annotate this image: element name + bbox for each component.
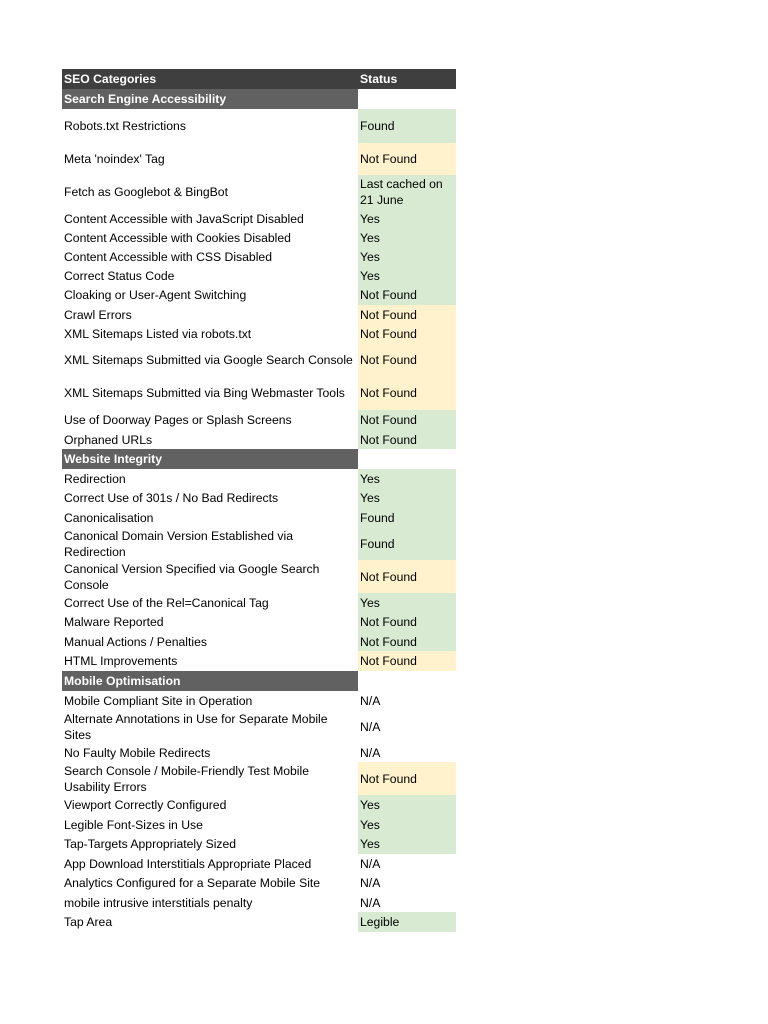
row-status: Yes [358, 815, 456, 834]
row-status: N/A [358, 854, 456, 873]
table-row [62, 376, 456, 410]
row-status: N/A [358, 743, 456, 762]
row-category: XML Sitemaps Submitted via Google Search Console [64, 353, 353, 367]
row-category: Manual Actions / Penalties [64, 634, 207, 649]
row-category: Correct Status Code [64, 268, 175, 283]
row-category: Content Accessible with JavaScript Disabled [64, 211, 304, 226]
row-category: Correct Use of the Rel=Canonical Tag [64, 595, 269, 610]
table-row [62, 651, 456, 671]
table-row [62, 743, 456, 762]
row-status: Not Found [358, 344, 456, 376]
table-row [62, 873, 456, 893]
table-row [62, 228, 456, 247]
row-status: N/A [358, 691, 456, 710]
table-row [62, 815, 456, 834]
row-status: Legible [358, 912, 456, 932]
row-status: Found [358, 508, 456, 527]
table-row [62, 109, 456, 143]
section-title: Website Integrity [62, 449, 358, 469]
table-row [62, 710, 456, 743]
table-row [62, 612, 456, 632]
table-row [62, 508, 456, 527]
row-status: Not Found [358, 612, 456, 632]
row-status: N/A [358, 893, 456, 912]
row-category: Correct Use of 301s / No Bad Redirects [64, 491, 279, 505]
row-category: Canonical Domain Version Established via Redirection [64, 528, 293, 559]
table-row [62, 344, 456, 376]
table-row [62, 324, 456, 344]
row-status: Not Found [358, 285, 456, 305]
table-row [62, 410, 456, 430]
table-row [62, 247, 456, 266]
section-title: Mobile Optimisation [62, 671, 358, 691]
table-row [62, 795, 456, 815]
row-category: Orphaned URLs [64, 432, 153, 447]
row-category: Tap-Targets Appropriately Sized [64, 837, 237, 851]
row-category: XML Sitemaps Listed via robots.txt [64, 327, 252, 341]
row-status: Not Found [358, 430, 456, 449]
row-status: Yes [358, 209, 456, 228]
row-status: Not Found [358, 143, 456, 175]
section-status-blank [358, 671, 456, 691]
table-row [62, 854, 456, 873]
row-status: N/A [358, 873, 456, 893]
table-row [62, 834, 456, 854]
table-row [62, 560, 456, 593]
row-status: Yes [358, 469, 456, 488]
row-status: Last cached on 21 June [358, 175, 456, 209]
section-header-row [62, 671, 456, 691]
row-category: HTML Improvements [64, 654, 178, 668]
row-status: Not Found [358, 632, 456, 651]
section-status-blank [358, 89, 456, 109]
row-category: Crawl Errors [64, 307, 132, 322]
row-category: Use of Doorway Pages or Splash Screens [64, 413, 292, 427]
row-status: Yes [358, 247, 456, 266]
row-status: Not Found [358, 305, 456, 324]
row-status: Yes [358, 834, 456, 854]
table-row [62, 912, 456, 932]
header-status: Status [358, 69, 456, 89]
table-row [62, 893, 456, 912]
row-status: Not Found [358, 324, 456, 344]
table-row [62, 266, 456, 285]
row-category: mobile intrusive interstitials penalty [64, 895, 253, 910]
section-status-blank [358, 449, 456, 469]
seo-status-table [62, 69, 456, 932]
row-category: Analytics Configured for a Separate Mobile Site [64, 876, 321, 890]
row-category: Cloaking or User-Agent Switching [64, 288, 247, 302]
header-row [62, 69, 456, 89]
section-header-row [62, 449, 456, 469]
row-category: XML Sitemaps Submitted via Bing Webmaster Tools [64, 386, 345, 400]
table-row [62, 209, 456, 228]
row-category: Tap Area [64, 915, 113, 929]
header-category: SEO Categories [62, 69, 358, 89]
row-category: Search Console / Mobile-Friendly Test Mobile Usability Errors [64, 763, 309, 794]
row-status: Yes [358, 266, 456, 285]
table-row [62, 762, 456, 795]
row-category: Content Accessible with CSS Disabled [64, 249, 272, 264]
row-status: Not Found [358, 376, 456, 410]
row-category: Robots.txt Restrictions [64, 119, 186, 133]
row-category: Redirection [64, 471, 126, 486]
row-status: Found [358, 109, 456, 143]
row-status: Not Found [358, 560, 456, 593]
table-row [62, 143, 456, 175]
row-category: Alternate Annotations in Use for Separate Mobile Sites [64, 711, 328, 742]
row-category: Meta 'noindex' Tag [64, 152, 165, 166]
row-category: Mobile Compliant Site in Operation [64, 693, 253, 708]
row-status: Yes [358, 228, 456, 247]
row-status: Found [358, 527, 456, 560]
table-row [62, 469, 456, 488]
row-status: Not Found [358, 410, 456, 430]
row-category: Canonicalisation [64, 510, 154, 525]
table-row [62, 175, 456, 209]
row-category: No Faulty Mobile Redirects [64, 745, 211, 760]
row-status: Yes [358, 593, 456, 612]
row-category: Content Accessible with Cookies Disabled [64, 230, 291, 245]
row-category: Fetch as Googlebot & BingBot [64, 185, 228, 199]
row-category: App Download Interstitials Appropriate Placed [64, 856, 312, 871]
row-status: Yes [358, 795, 456, 815]
table-row [62, 632, 456, 651]
table-row [62, 430, 456, 449]
table-row [62, 593, 456, 612]
row-category: Canonical Version Specified via Google Search Console [64, 561, 320, 592]
table-row [62, 488, 456, 508]
row-status: Not Found [358, 762, 456, 795]
row-category: Legible Font-Sizes in Use [64, 817, 203, 832]
row-status: Yes [358, 488, 456, 508]
row-status: N/A [358, 710, 456, 743]
table-row [62, 527, 456, 560]
table-row [62, 305, 456, 324]
table-row [62, 285, 456, 305]
row-category: Viewport Correctly Configured [64, 798, 227, 812]
row-category: Malware Reported [64, 615, 164, 629]
table-body [62, 69, 456, 932]
section-header-row [62, 89, 456, 109]
section-title: Search Engine Accessibility [62, 89, 358, 109]
table-row [62, 691, 456, 710]
row-status: Not Found [358, 651, 456, 671]
